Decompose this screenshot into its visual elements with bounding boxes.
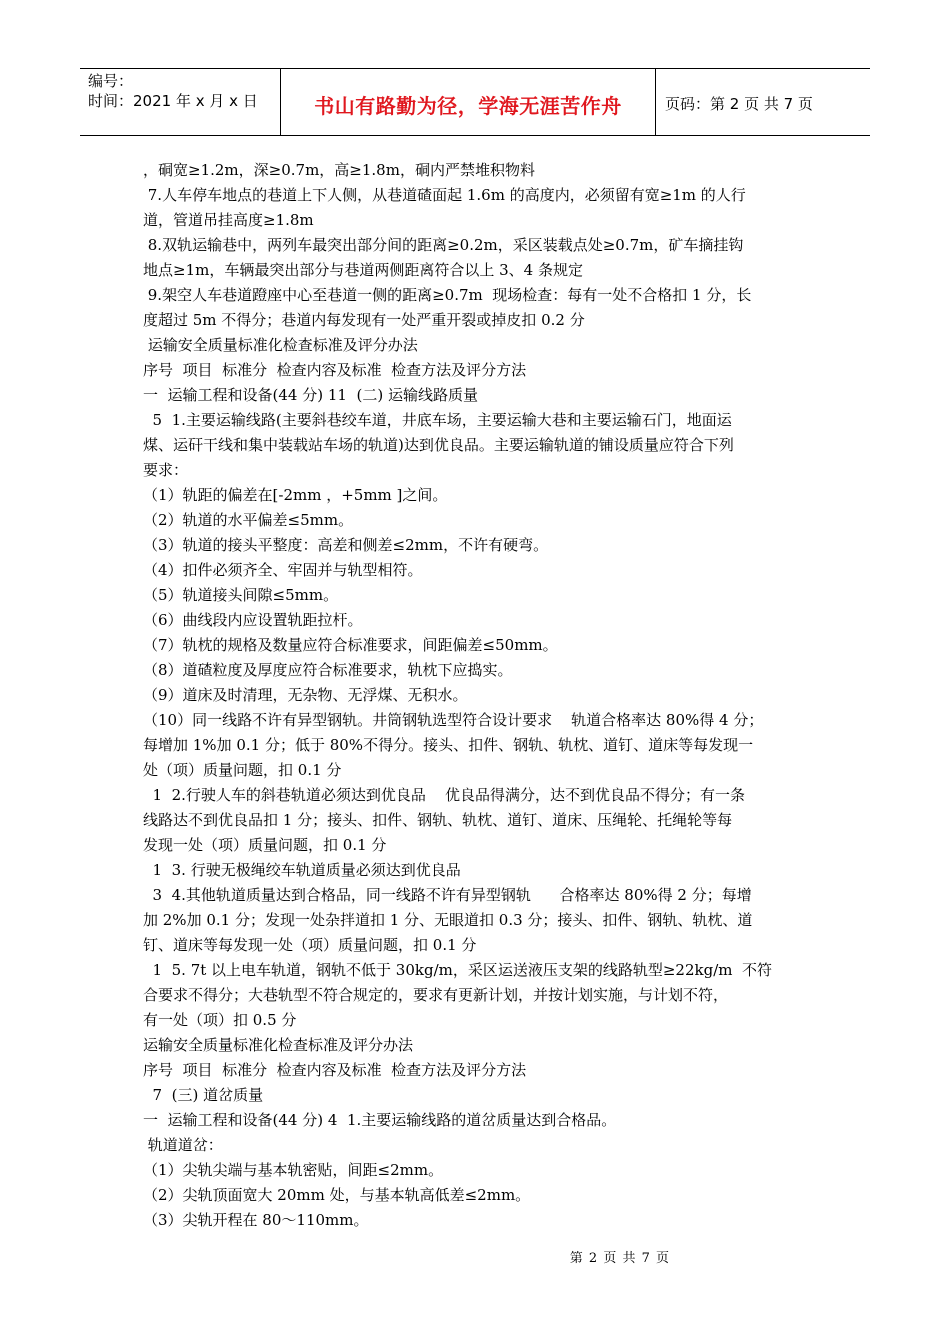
text-line: 运输安全质量标准化检查标准及评分办法	[143, 336, 418, 354]
time-label: 时间：2021 年 x 月 x 日	[88, 92, 258, 110]
text-line: 加 2%加 0.1 分；发现一处杂拌道扣 1 分、无眼道扣 0.3 分；接头、扣件、钢轨、轨枕、道	[143, 911, 753, 929]
text-line: （7）轨枕的规格及数量应符合标准要求，间距偏差≤50mm。	[143, 636, 558, 654]
text-line: 每增加 1%加 0.1 分；低于 80%不得分。接头、扣件、钢轨、轨枕、道钉、道床等每发现一	[143, 736, 754, 754]
text-line: ，硐宽≥1.2m，深≥0.7m，高≥1.8m，硐内严禁堆积物料	[143, 161, 535, 179]
text-line: 7 (三) 道岔质量	[143, 1086, 264, 1104]
text-line: （5）轨道接头间隙≤5mm。	[143, 586, 339, 604]
text-line: 地点≥1m，车辆最突出部分与巷道两侧距离符合以上 3、4 条规定	[143, 261, 583, 279]
text-line: 8.双轨运输巷中，两列车最突出部分间的距离≥0.2m，采区装载点处≥0.7m，矿车摘挂钩	[143, 236, 744, 254]
footer-page-number: 第 2 页 共 7 页	[569, 1251, 670, 1266]
text-line: 合要求不得分；大巷轨型不符合规定的，要求有更新计划，并按计划实施，与计划不符，	[143, 986, 729, 1004]
text-line: （2）尖轨顶面宽大 20mm 处，与基本轨高低差≤2mm。	[143, 1186, 531, 1204]
text-line: 处（项）质量问题，扣 0.1 分	[143, 761, 342, 779]
text-line: （1）尖轨尖端与基本轨密贴，间距≤2mm。	[143, 1161, 444, 1179]
text-line: （1）轨距的偏差在[-2mm ，+5mm ]之间。	[143, 486, 448, 504]
text-line: 1 2.行驶人车的斜巷轨道必须达到优良品 优良品得满分，达不到优良品不得分；有一条	[143, 786, 746, 804]
header-page-cell	[656, 69, 870, 135]
text-line: （2）轨道的水平偏差≤5mm。	[143, 511, 354, 529]
text-line: （6）曲线段内应设置轨距拉杆。	[143, 611, 363, 629]
text-line: （4）扣件必须齐全、牢固并与轨型相符。	[143, 561, 423, 579]
text-line: （3）尖轨开程在 80～110mm。	[143, 1211, 369, 1229]
text-line: 要求：	[143, 461, 189, 479]
page-label: 页码：第 2 页 共 7 页	[665, 95, 813, 113]
text-line: 9.架空人车巷道蹬座中心至巷道一侧的距离≥0.7m 现场检查：每有一处不合格扣 1 分，长	[143, 286, 752, 304]
text-line: 7.人车停车地点的巷道上下人侧，从巷道碴面起 1.6m 的高度内，必须留有宽≥1m 的人行	[143, 186, 746, 204]
text-line: 1 5. 7t 以上电车轨道，钢轨不低于 30kg/m，采区运送液压支架的线路轨型≥22kg/m 不符	[143, 961, 773, 979]
text-line: 运输安全质量标准化检查标准及评分办法	[143, 1036, 414, 1054]
text-line: （3）轨道的接头平整度：高差和侧差≤2mm，不许有硬弯。	[143, 536, 549, 554]
text-line: 发现一处（项）质量问题，扣 0.1 分	[143, 836, 387, 854]
header-motto-cell	[280, 69, 656, 135]
text-line: 一 运输工程和设备(44 分) 4 1.主要运输线路的道岔质量达到合格品。	[143, 1111, 617, 1129]
text-line: 一 运输工程和设备(44 分) 11 (二) 运输线路质量	[143, 386, 478, 404]
text-line: （10）同一线路不许有异型钢轨。井筒钢轨选型符合设计要求 轨道合格率达 80%得 4 分；	[143, 711, 764, 729]
document-body	[143, 158, 813, 1233]
page-header	[80, 68, 870, 136]
motto: 书山有路勤为径，学海无涯苦作舟	[314, 93, 622, 118]
text-line: 有一处（项）扣 0.5 分	[143, 1011, 297, 1029]
page-footer	[0, 1247, 950, 1266]
text-line: 1 3. 行驶无极绳绞车轨道质量必须达到优良品	[143, 861, 461, 879]
text-line: 线路达不到优良品扣 1 分；接头、扣件、钢轨、轨枕、道钉、道床、压绳轮、托绳轮等每	[143, 811, 733, 829]
text-line: 5 1.主要运输线路(主要斜巷绞车道，井底车场，主要运输大巷和主要运输石门，地面运	[143, 411, 732, 429]
header-left-cell	[80, 69, 280, 135]
text-line: 3 4.其他轨道质量达到合格品，同一线路不许有异型钢轨 合格率达 80%得 2 分；每增	[143, 886, 752, 904]
text-line: 序号 项目 标准分 检查内容及标准 检查方法及评分方法	[143, 1061, 527, 1079]
text-line: （8）道碴粒度及厚度应符合标准要求，轨枕下应捣实。	[143, 661, 513, 679]
text-line: （9）道床及时清理，无杂物、无浮煤、无积水。	[143, 686, 468, 704]
text-line: 钉、道床等每发现一处（项）质量问题，扣 0.1 分	[143, 936, 477, 954]
text-line: 度超过 5m 不得分；巷道内每发现有一处严重开裂或掉皮扣 0.2 分	[143, 311, 585, 329]
text-line: 序号 项目 标准分 检查内容及标准 检查方法及评分方法	[143, 361, 527, 379]
text-line: 煤、运矸干线和集中装载站车场的轨道)达到优良品。主要运输轨道的铺设质量应符合下列	[143, 436, 734, 454]
text-line: 道，管道吊挂高度≥1.8m	[143, 211, 314, 229]
number-label: 编号：	[88, 72, 134, 90]
text-line: 轨道道岔：	[143, 1136, 223, 1154]
